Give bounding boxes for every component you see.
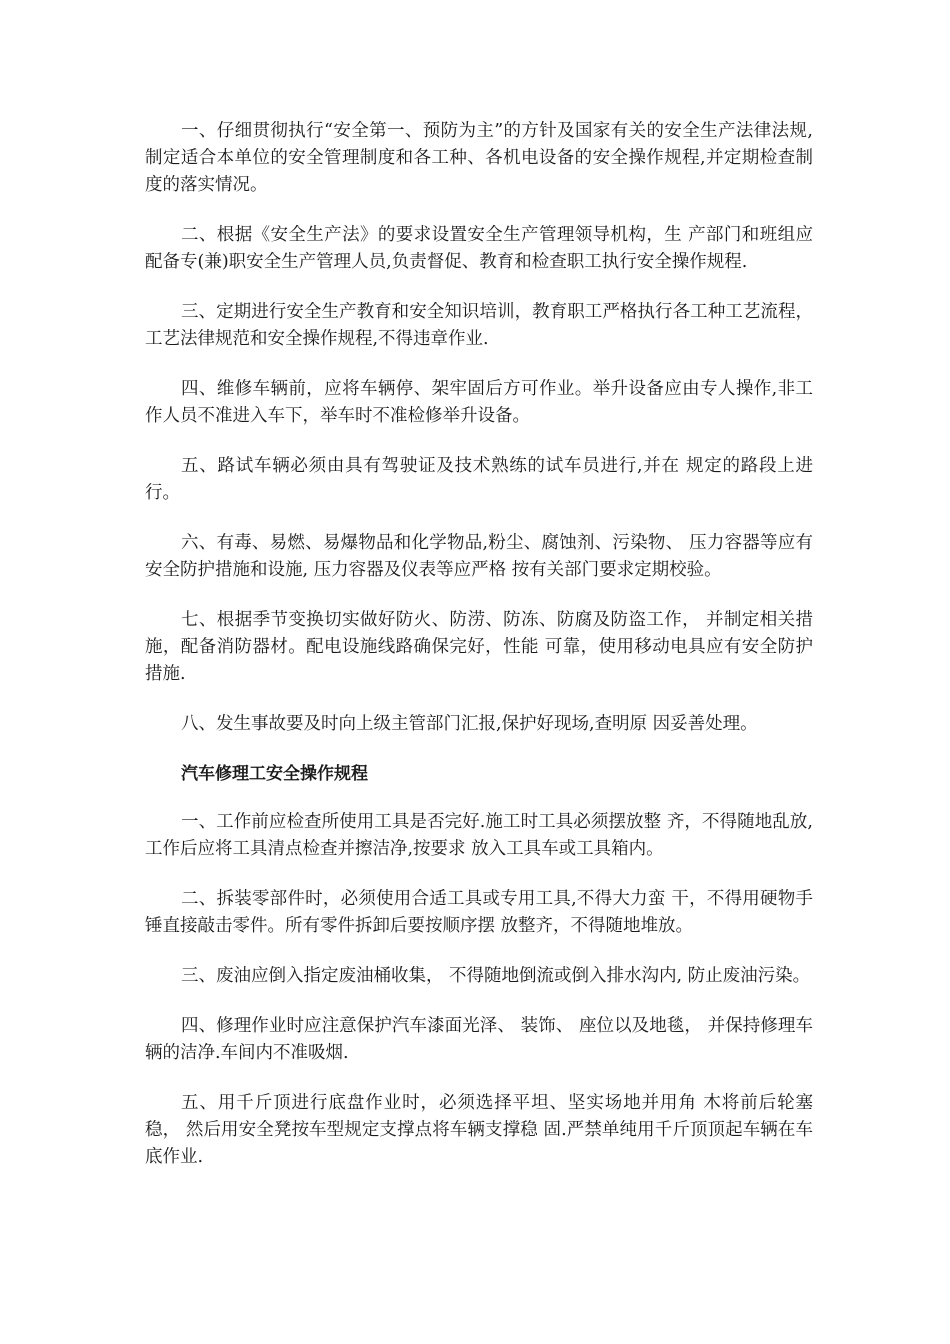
rule-paragraph-7: 七、根据季节变换切实做好防火、防涝、防冻、防腐及防盗工作， 并制定相关措施，配备消防器材。配电设施线路确保完好，性能 可靠，使用移动电具应有安全防护措施.: [145, 610, 813, 684]
procedure-paragraph-1: 一、工作前应检查所使用工具是否完好.施工时工具必须摆放整 齐，不得随地乱放,工作后应将工具清点检查并擦洁净,按要求 放入工具车或工具箱内。: [145, 812, 813, 859]
rule-paragraph-5: 五、路试车辆必须由具有驾驶证及技术熟练的试车员进行,并在 规定的路段上进行。: [145, 456, 813, 503]
rule-paragraph-1: 一、仔细贯彻执行“安全第一、预防为主”的方针及国家有关的安全生产法律法规,制定适合本单位的安全管理制度和各工种、各机电设备的安全操作规程,并定期检查制度的落实情况。: [145, 121, 813, 195]
section-heading: 汽车修理工安全操作规程: [181, 764, 368, 784]
rule-paragraph-4: 四、维修车辆前，应将车辆停、架牢固后方可作业。举升设备应由专人操作,非工作人员不准进入车下，举车时不准检修举升设备。: [145, 379, 813, 426]
procedure-paragraph-4: 四、修理作业时应注意保护汽车漆面光泽、 装饰、 座位以及地毯， 并保持修理车辆的洁净.车间内不准吸烟.: [145, 1016, 813, 1063]
rule-paragraph-8: 八、发生事故要及时向上级主管部门汇报,保护好现场,查明原 因妥善处理。: [181, 714, 758, 734]
procedure-paragraph-3: 三、废油应倒入指定废油桶收集， 不得随地倒流或倒入排水沟内, 防止废油污染。: [181, 966, 811, 986]
rule-paragraph-3: 三、定期进行安全生产教育和安全知识培训，教育职工严格执行各工种工艺流程，工艺法律规范和安全操作规程,不得违章作业.: [145, 302, 813, 349]
rule-paragraph-2: 二、根据《安全生产法》的要求设置安全生产管理领导机构，生 产部门和班组应配备专(兼)职安全生产管理人员,负责督促、教育和检查职工执行安全操作规程.: [145, 225, 813, 272]
procedure-paragraph-2: 二、拆装零部件时，必须使用合适工具或专用工具,不得大力蛮 干，不得用硬物手锤直接敲击零件。所有零件拆卸后要按顺序摆 放整齐，不得随地堆放。: [145, 889, 813, 936]
document-body: [145, 118, 813, 1194]
rule-paragraph-6: 六、有毒、易燃、易爆物品和化学物品,粉尘、腐蚀剂、污染物、 压力容器等应有安全防护措施和设施, 压力容器及仪表等应严格 按有关部门要求定期校验。: [145, 533, 813, 580]
procedure-paragraph-5: 五、用千斤顶进行底盘作业时，必须选择平坦、坚实场地并用角 木将前后轮塞稳， 然后用安全凳按车型规定支撑点将车辆支撑稳 固.严禁单纯用千斤顶顶起车辆在车底作业.: [145, 1093, 813, 1167]
